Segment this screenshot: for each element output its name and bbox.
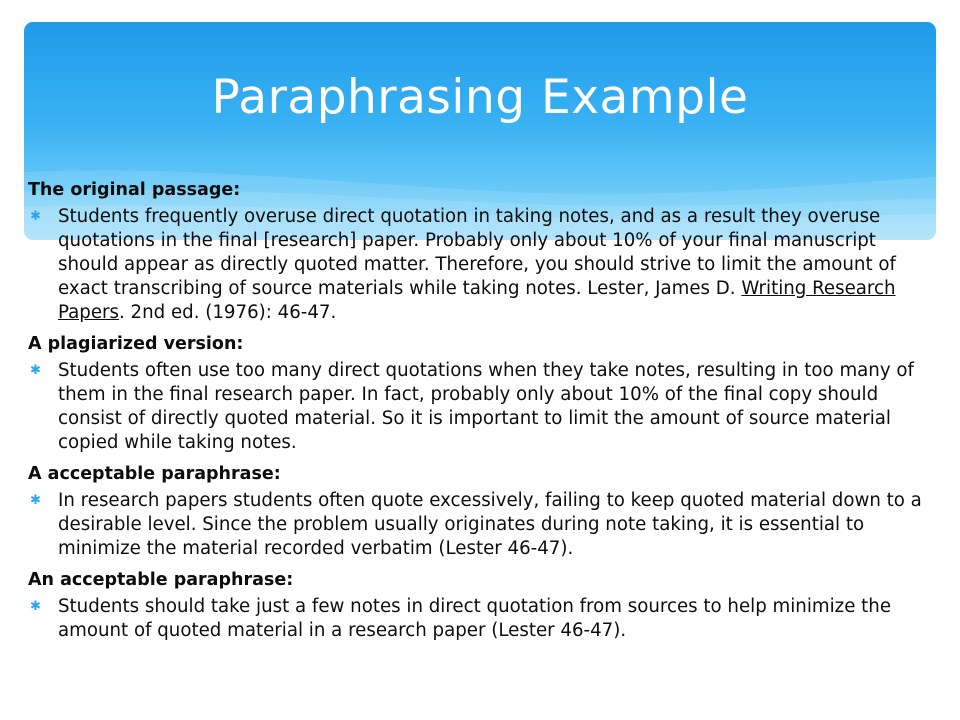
list-item-paraphrase-1 <box>28 489 933 561</box>
asterisk-bullet-icon: ✱ <box>30 363 41 378</box>
section-heading-paraphrase-2: An acceptable paraphrase: <box>28 570 294 590</box>
asterisk-bullet-icon: ✱ <box>30 493 41 508</box>
list-item-original <box>28 205 933 325</box>
plagiarized-text: Students often use too many direct quotations when they take notes, resulting in too many of them in the final research paper. In fact, probably only about 10% of the final copy should consist of directly quoted material. So it is important to limit the amount of source material copied while taking notes. <box>58 360 914 453</box>
asterisk-bullet-icon: ✱ <box>30 209 41 224</box>
section-heading-paraphrase-1: A acceptable paraphrase: <box>28 464 281 484</box>
original-passage-text: Students frequently overuse direct quotation in taking notes, and as a result they overuse quotations in the final [research] paper. Probably only about 10% of your final manuscript should appear as directly quoted matter. Therefore, you should strive to limit the amount of exact transcribing of source materials while taking notes. Lester, James D. <box>58 206 896 299</box>
section-heading-original: The original passage: <box>28 180 241 200</box>
paraphrase-2-text: Students should take just a few notes in direct quotation from sources to help minimize the amount of quoted material in a research paper (Lester 46-47). <box>58 596 892 641</box>
asterisk-bullet-icon: ✱ <box>30 599 41 614</box>
list-item-plagiarized <box>28 359 933 455</box>
source-title-link: Writing Research Papers <box>58 278 896 323</box>
paraphrase-1-text: In research papers students often quote excessively, failing to keep quoted material down to a desirable level. Since the problem usually originates during note taking, it is essential to minimize the material recorded verbatim (Lester 46-47). <box>58 490 922 559</box>
list-item-paraphrase-2 <box>28 595 933 643</box>
citation-text: . 2nd ed. (1976): 46-47. <box>118 302 337 323</box>
slide-title: Paraphrasing Example <box>211 70 749 125</box>
slide-content <box>28 178 933 650</box>
section-heading-plagiarized: A plagiarized version: <box>28 334 244 354</box>
